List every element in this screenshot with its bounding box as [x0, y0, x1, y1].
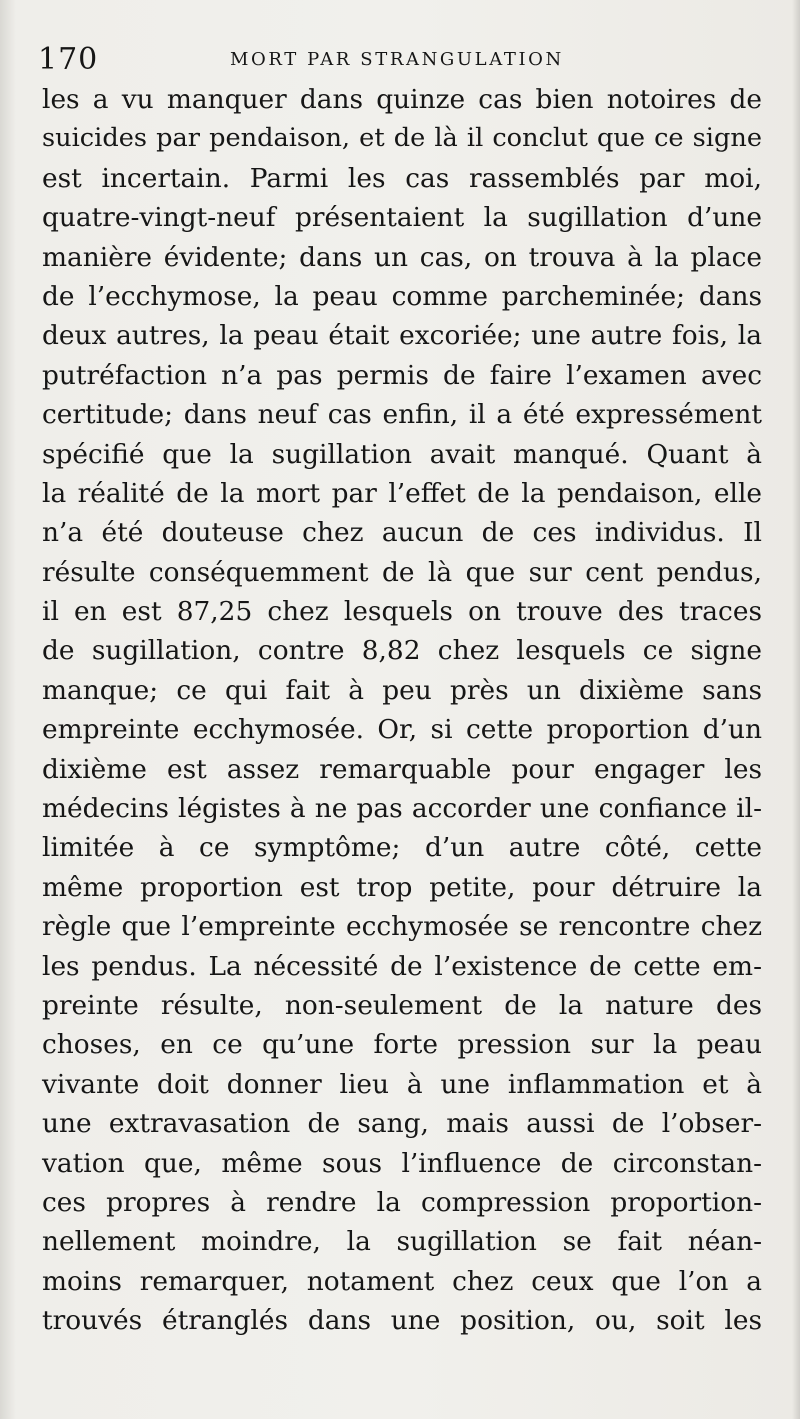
text-line: certitude; dans neuf cas enfin, il a été expressément	[42, 399, 762, 431]
text-line: une extravasation de sang, mais aussi de l’obser-	[42, 1108, 762, 1140]
text-line: médecins légistes à ne pas accorder une confiance il-	[42, 793, 762, 825]
text-line: vivante doit donner lieu à une inflammation et à	[42, 1068, 762, 1100]
text-line: vation que, même sous l’influence de circonstan-	[42, 1147, 762, 1179]
text-line: suicides par pendaison, et de là il conclut que ce signe	[42, 123, 762, 154]
text-line: spécifié que la sugillation avait manqué. Quant à	[42, 438, 762, 470]
running-title: MORT PAR STRANGULATION	[230, 49, 564, 70]
body-text	[42, 80, 762, 1341]
text-line: trouvés étranglés dans une position, ou, soit les	[42, 1305, 762, 1337]
text-line: deux autres, la peau était excoriée; une autre fois, la	[42, 320, 762, 352]
page-edge-shadow	[792, 0, 800, 1419]
text-line: de l’ecchymose, la peau comme parcheminée; dans	[42, 280, 762, 312]
text-line: limitée à ce symptôme; d’un autre côté, cette	[42, 832, 762, 864]
text-line: ces propres à rendre la compression proportion-	[42, 1186, 762, 1218]
text-line: manière évidente; dans un cas, on trouva à la place	[42, 241, 762, 273]
text-line: dixième est assez remarquable pour engager les	[42, 753, 762, 785]
text-line: putréfaction n’a pas permis de faire l’examen avec	[42, 359, 762, 391]
text-line: est incertain. Parmi les cas rassemblés par moi,	[42, 162, 762, 194]
text-line: quatre-vingt-neuf présentaient la sugillation d’une	[42, 202, 762, 234]
text-line: manque; ce qui fait à peu près un dixième sans	[42, 674, 762, 706]
text-line: la réalité de la mort par l’effet de la pendaison, elle	[42, 477, 762, 509]
text-line: résulte conséquemment de là que sur cent pendus,	[42, 556, 762, 588]
text-line: de sugillation, contre 8,82 chez lesquels ce signe	[42, 635, 762, 667]
page-header	[38, 40, 758, 80]
text-line: les pendus. La nécessité de l’existence de cette em-	[42, 950, 762, 982]
text-line: règle que l’empreinte ecchymosée se rencontre chez	[42, 911, 762, 943]
text-line: n’a été douteuse chez aucun de ces individus. Il	[42, 517, 762, 549]
text-line: preinte résulte, non-seulement de la nature des	[42, 989, 762, 1021]
page-number: 170	[38, 42, 99, 77]
text-line: nellement moindre, la sugillation se fait néan-	[42, 1226, 762, 1258]
text-line: les a vu manquer dans quinze cas bien notoires de	[42, 84, 762, 115]
text-line: choses, en ce qu’une forte pression sur la peau	[42, 1029, 762, 1061]
text-line: il en est 87,25 chez lesquels on trouve des traces	[42, 596, 762, 628]
text-line: moins remarquer, notament chez ceux que l’on a	[42, 1265, 762, 1297]
text-line: même proportion est trop petite, pour détruire la	[42, 871, 762, 903]
text-line: empreinte ecchymosée. Or, si cette proportion d’un	[42, 714, 762, 746]
